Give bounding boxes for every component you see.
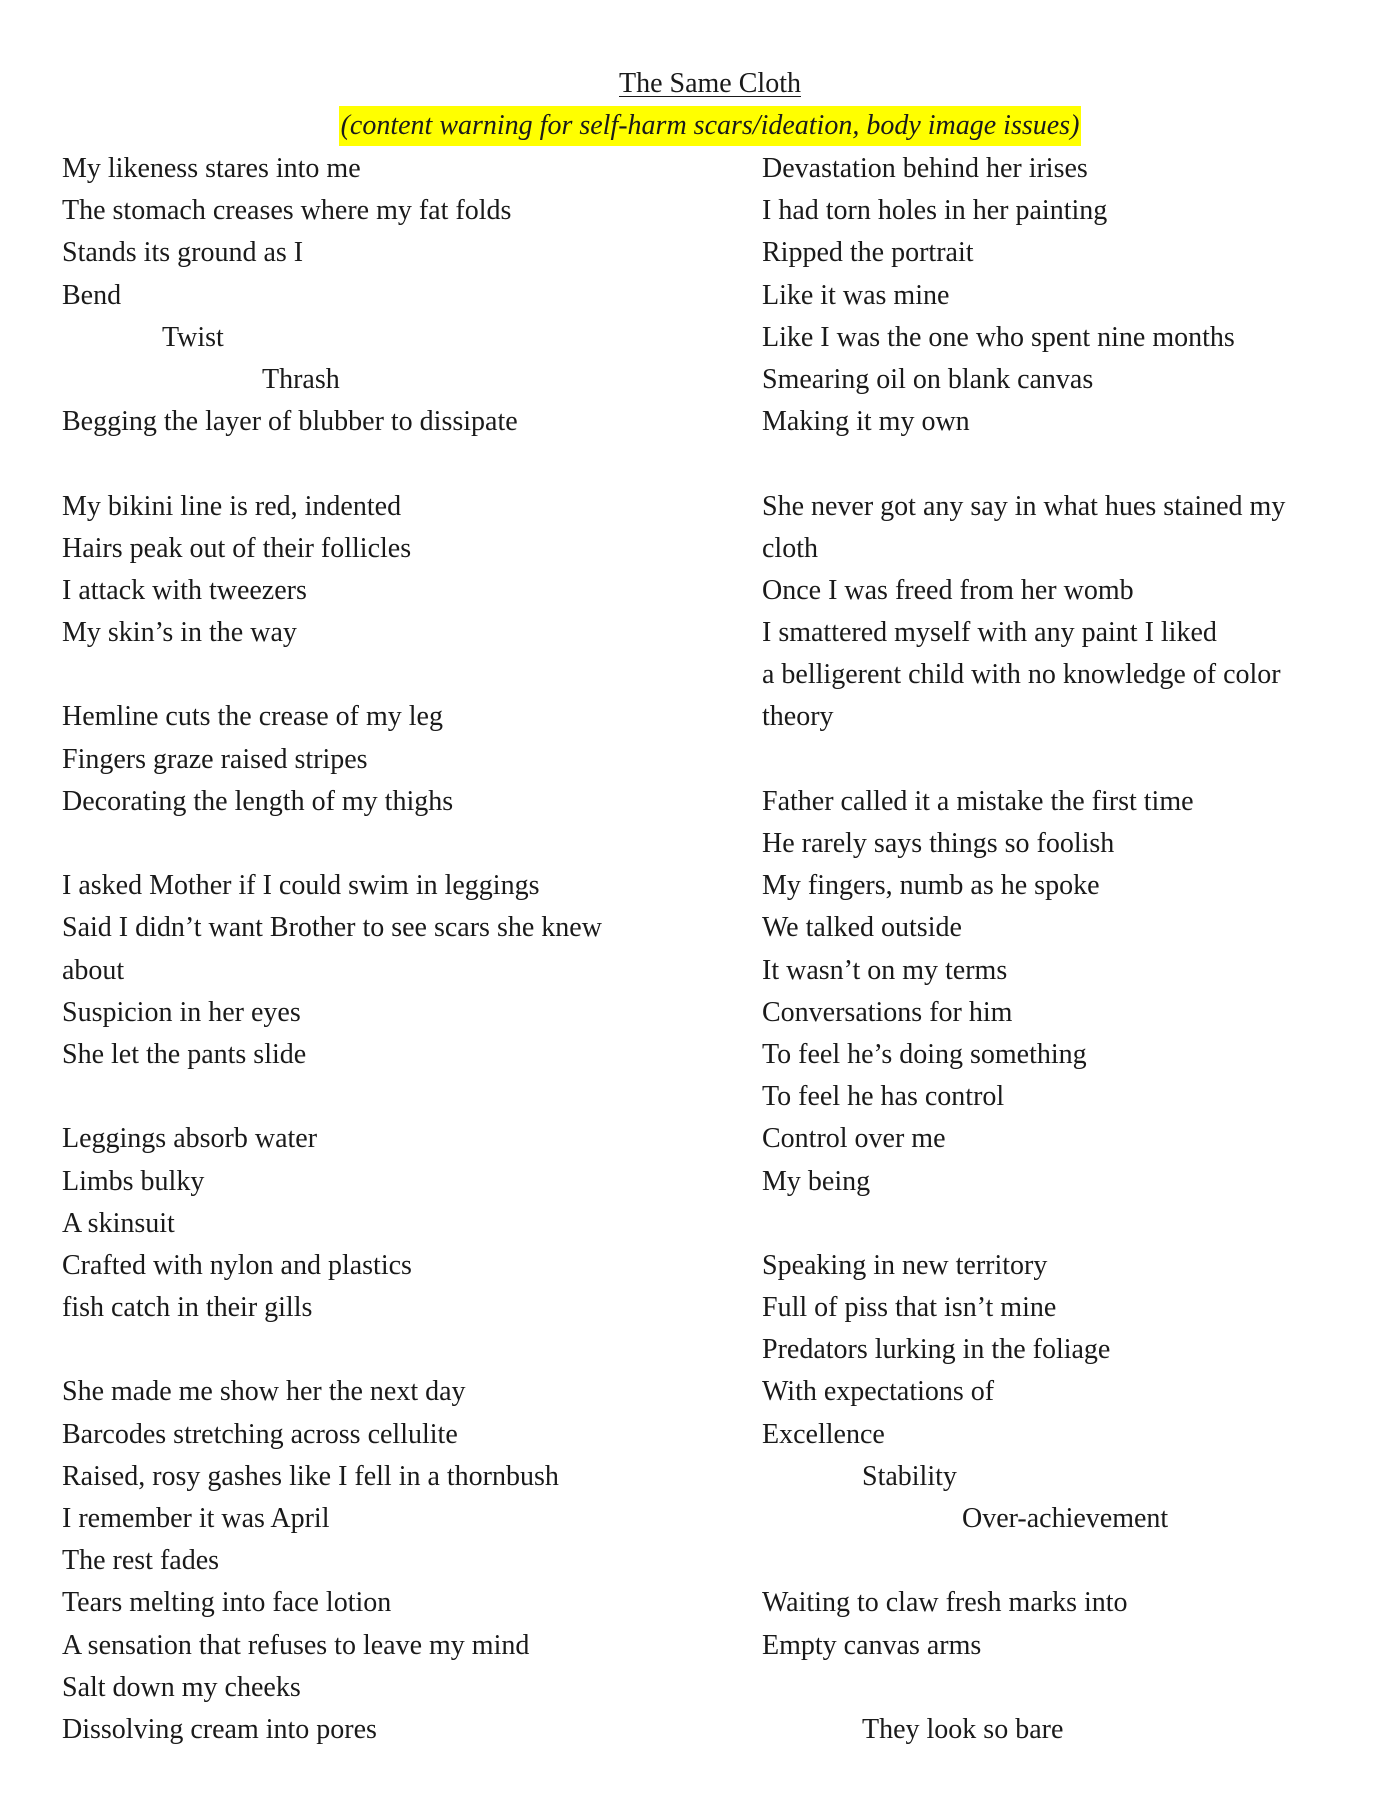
poem-line: theory	[762, 701, 834, 733]
poem-line: Devastation behind her irises	[762, 153, 1088, 184]
page-title: The Same Cloth	[619, 68, 801, 99]
poem-line: Tears melting into face lotion	[62, 1587, 392, 1619]
poem-line: Dissolving cream into pores	[62, 1713, 377, 1745]
stanza-break	[62, 654, 722, 696]
poem-line: Empty canvas arms	[762, 1629, 982, 1661]
poem-line: Stability	[862, 1460, 957, 1492]
poem-line: She made me show her the next day	[62, 1376, 466, 1408]
poem-line: Leggings absorb water	[62, 1123, 318, 1155]
poem-line: a belligerent child with no knowledge of color	[762, 659, 1281, 691]
poem-line: Said I didn’t want Brother to see scars she knew	[62, 912, 602, 944]
poem-line: Hemline cuts the crease of my leg	[62, 701, 443, 733]
poem-line: I smattered myself with any paint I liked	[762, 617, 1217, 649]
poem-line: Once I was freed from her womb	[762, 574, 1134, 606]
poem-line: To feel he’s doing something	[762, 1038, 1087, 1070]
poem-line: The rest fades	[62, 1545, 220, 1577]
content-warning-container	[0, 106, 1397, 146]
poem-line: Predators lurking in the foliage	[762, 1334, 1111, 1366]
poem-line: Conversations for him	[762, 996, 1013, 1028]
poem-line: My being	[762, 1165, 871, 1197]
poem-line: Barcodes stretching across cellulite	[62, 1418, 458, 1450]
stanza-break	[62, 1076, 722, 1118]
stanza-break	[762, 1667, 1362, 1709]
stanza-break	[62, 823, 722, 865]
poem-line: My bikini line is red, indented	[62, 490, 402, 522]
poem-line: Waiting to claw fresh marks into	[762, 1587, 1128, 1619]
stanza-break	[762, 739, 1362, 781]
poem-line: A sensation that refuses to leave my mind	[62, 1629, 530, 1661]
poem-line: Decorating the length of my thighs	[62, 785, 454, 817]
poem-line: The stomach creases where my fat folds	[62, 195, 512, 227]
poem-line: Limbs bulky	[62, 1165, 205, 1197]
poem-line: fish catch in their gills	[62, 1292, 313, 1324]
poem-line: Stands its ground as I	[62, 237, 304, 269]
poem-line: She never got any say in what hues stained my	[762, 490, 1286, 522]
poem-line: Making it my own	[762, 406, 970, 438]
poem-line: Over-achievement	[962, 1503, 1169, 1534]
poem-line: Like I was the one who spent nine months	[762, 321, 1235, 353]
poem-line: To feel he has control	[762, 1081, 1005, 1113]
poem-line: Salt down my cheeks	[62, 1671, 301, 1703]
poem-line: Twist	[162, 321, 224, 353]
poem-line: I remember it was April	[62, 1503, 330, 1534]
poem-line: cloth	[762, 532, 818, 564]
poem-line: Thrash	[262, 363, 340, 395]
poem-right-column	[762, 148, 1362, 1751]
stanza-break	[762, 1540, 1362, 1582]
poem-line: My skin’s in the way	[62, 617, 297, 649]
poem-line: Hairs peak out of their follicles	[62, 532, 412, 564]
poem-left-column	[62, 148, 722, 1751]
poem-line: Suspicion in her eyes	[62, 996, 301, 1028]
poem-line: Control over me	[762, 1123, 946, 1155]
poem-line: Crafted with nylon and plastics	[62, 1249, 412, 1281]
poem-line: Smearing oil on blank canvas	[762, 363, 1094, 395]
poem-line: Speaking in new territory	[762, 1249, 1048, 1281]
poem-line: Bend	[62, 279, 122, 311]
poem-line: I attack with tweezers	[62, 574, 307, 606]
content-warning: (content warning for self-harm scars/ideation, body image issues)	[339, 106, 1082, 146]
poem-line: We talked outside	[762, 912, 962, 944]
stanza-break	[762, 443, 1362, 485]
stanza-break	[762, 1203, 1362, 1245]
poem-line: My fingers, numb as he spoke	[762, 870, 1100, 902]
poem-line: Full of piss that isn’t mine	[762, 1292, 1057, 1324]
poem-line: They look so bare	[862, 1713, 1064, 1745]
poem-line: Raised, rosy gashes like I fell in a thornbush	[62, 1460, 559, 1492]
poem-line: about	[62, 954, 125, 986]
poem-line: I had torn holes in her painting	[762, 195, 1108, 227]
poem-line: I asked Mother if I could swim in leggings	[62, 870, 540, 902]
poem-line: It wasn’t on my terms	[762, 954, 1008, 986]
poem-line: Fingers graze raised stripes	[62, 743, 368, 775]
poem-line: With expectations of	[762, 1376, 995, 1408]
poem-line: Excellence	[762, 1418, 885, 1450]
poem-line: He rarely says things so foolish	[762, 828, 1115, 859]
poem-line: Like it was mine	[762, 279, 950, 311]
poem-line: Ripped the portrait	[762, 237, 974, 269]
poem-line: A skinsuit	[62, 1207, 175, 1239]
poem-line: My likeness stares into me	[62, 153, 361, 184]
poem-line: She let the pants slide	[62, 1038, 307, 1070]
poem-line: Father called it a mistake the first time	[762, 785, 1194, 817]
stanza-break	[62, 443, 722, 485]
poem-line: Begging the layer of blubber to dissipate	[62, 406, 518, 438]
stanza-break	[62, 1329, 722, 1371]
